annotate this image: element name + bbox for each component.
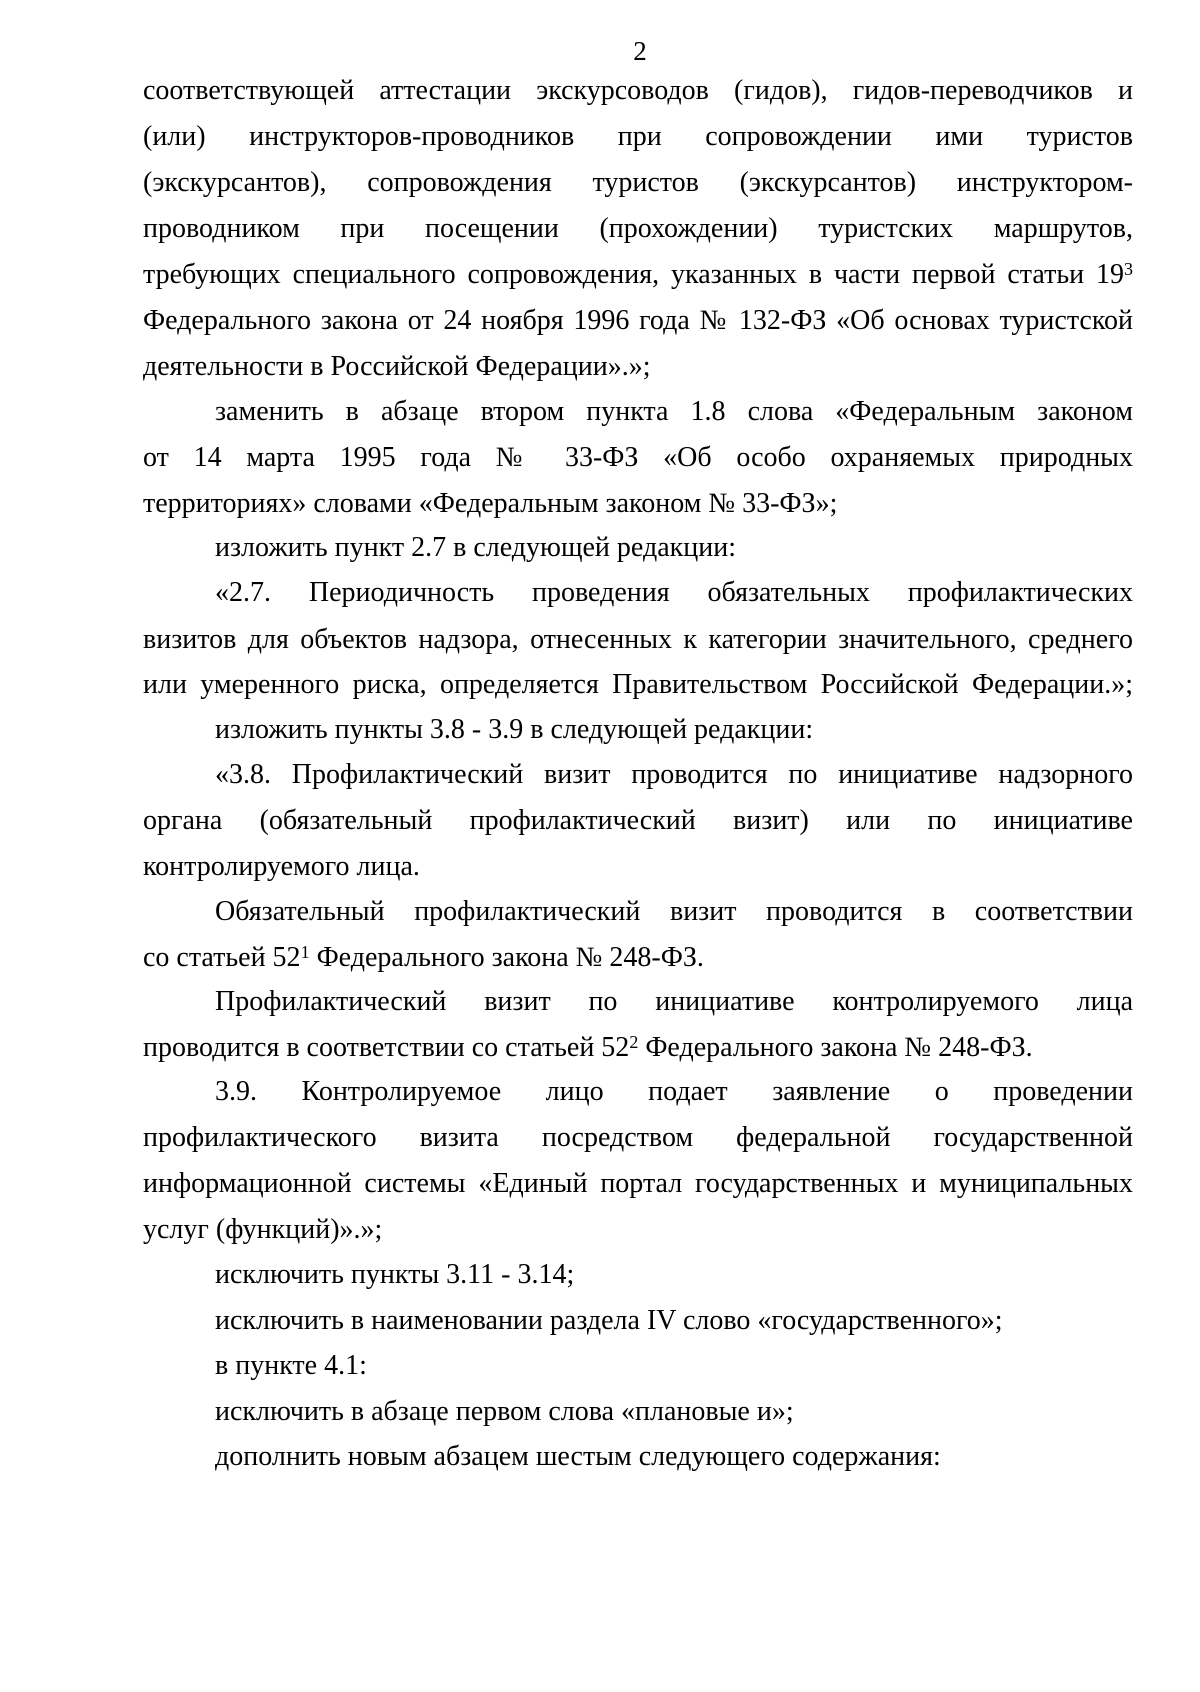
text-line <box>143 1432 1133 1481</box>
text-line <box>143 615 1133 664</box>
text-line-content: (или) инструкторов-проводников при сопровождении ими туристов <box>143 121 1133 152</box>
text-line <box>143 842 1133 891</box>
text-line-content: деятельности в Российской Федерации».»; <box>143 351 651 382</box>
text-line <box>143 479 1133 528</box>
text-line <box>143 1067 1133 1116</box>
text-line-tail: Федерального закона № 248-ФЗ. <box>638 1032 1033 1063</box>
text-line-content: контролируемого лица. <box>143 851 420 882</box>
text-line <box>143 796 1133 845</box>
text-line <box>143 660 1133 709</box>
text-line-content: профилактического визита посредством федеральной государственной <box>143 1122 1133 1153</box>
text-line <box>143 342 1133 391</box>
superscript: 1 <box>300 941 310 962</box>
text-line-content: визитов для объектов надзора, отнесенных к категории значительного, среднего <box>143 624 1133 655</box>
text-line <box>143 887 1133 936</box>
text-line <box>143 1023 1133 1072</box>
text-line <box>143 705 1133 754</box>
text-line <box>143 1205 1133 1254</box>
text-line-content: услуг (функций)».»; <box>143 1214 383 1245</box>
text-line <box>143 158 1133 207</box>
text-line-content: органа (обязательный профилактический визит) или по инициативе <box>143 805 1133 836</box>
text-line-content: проводится в соответствии со статьей 52 <box>143 1032 630 1063</box>
text-line <box>143 250 1133 299</box>
text-line-content: 3.9. Контролируемое лицо подает заявление о проведении <box>215 1076 1133 1107</box>
text-line-content: проводником при посещении (прохождении) туристских маршрутов, <box>143 213 1133 244</box>
text-line <box>143 523 1133 572</box>
text-line <box>143 977 1133 1026</box>
text-line-content: «3.8. Профилактический визит проводится по инициативе надзорного <box>215 759 1133 790</box>
text-line-content: исключить пункты 3.11 - 3.14; <box>215 1259 575 1290</box>
page-number: 2 <box>633 36 647 66</box>
text-line-content: требующих специального сопровождения, указанных в части первой статьи 19 <box>143 259 1124 290</box>
text-line-content: исключить в наименовании раздела IV слово «государственного»; <box>215 1305 1003 1336</box>
text-line <box>143 1341 1133 1390</box>
text-line-content: соответствующей аттестации экскурсоводов (гидов), гидов-переводчиков и <box>143 75 1133 106</box>
text-line-content: или умеренного риска, определяется Правительством Российской Федерации.»; <box>143 669 1133 700</box>
text-line <box>143 387 1133 436</box>
text-line-content: от 14 марта 1995 года № 33-ФЗ «Об особо охраняемых природных <box>143 442 1133 473</box>
superscript: 3 <box>1124 258 1133 279</box>
text-line-content: Федерального закона от 24 ноября 1996 года № 132-ФЗ «Об основах туристской <box>143 305 1133 336</box>
text-line <box>143 1296 1133 1345</box>
text-line <box>143 1113 1133 1162</box>
text-line-content: изложить пункт 2.7 в следующей редакции: <box>215 532 736 563</box>
text-line-content: Обязательный профилактический визит проводится в соответствии <box>215 896 1133 927</box>
text-line-content: дополнить новым абзацем шестым следующего содержания: <box>215 1441 941 1472</box>
text-line-content: заменить в абзаце втором пункта 1.8 слова «Федеральным законом <box>215 396 1133 427</box>
text-line-content: «2.7. Периодичность проведения обязательных профилактических <box>215 577 1133 608</box>
text-line-content: информационной системы «Единый портал государственных и муниципальных <box>143 1168 1133 1199</box>
text-line-content: территориях» словами «Федеральным законом № 33-ФЗ»; <box>143 488 838 519</box>
text-line-content: изложить пункты 3.8 - 3.9 в следующей редакции: <box>215 714 814 745</box>
text-line <box>143 1159 1133 1208</box>
text-line-tail: Федерального закона № 248-ФЗ. <box>309 942 704 973</box>
text-line <box>143 933 1133 982</box>
text-line <box>143 1387 1133 1436</box>
text-line-content: (экскурсантов), сопровождения туристов (экскурсантов) инструктором- <box>143 167 1133 198</box>
text-line <box>143 750 1133 799</box>
text-line-content: со статьей 52 <box>143 942 301 973</box>
text-line <box>143 1250 1133 1299</box>
superscript: 2 <box>629 1031 639 1052</box>
text-line <box>143 204 1133 253</box>
text-line-content: в пункте 4.1: <box>215 1350 367 1381</box>
text-line <box>143 112 1133 161</box>
text-line <box>143 433 1133 482</box>
text-line <box>143 296 1133 345</box>
text-line <box>143 568 1133 617</box>
text-line-content: исключить в абзаце первом слова «плановые и»; <box>215 1396 794 1427</box>
text-line-content: Профилактический визит по инициативе контролируемого лица <box>215 986 1133 1017</box>
text-line <box>143 66 1133 115</box>
